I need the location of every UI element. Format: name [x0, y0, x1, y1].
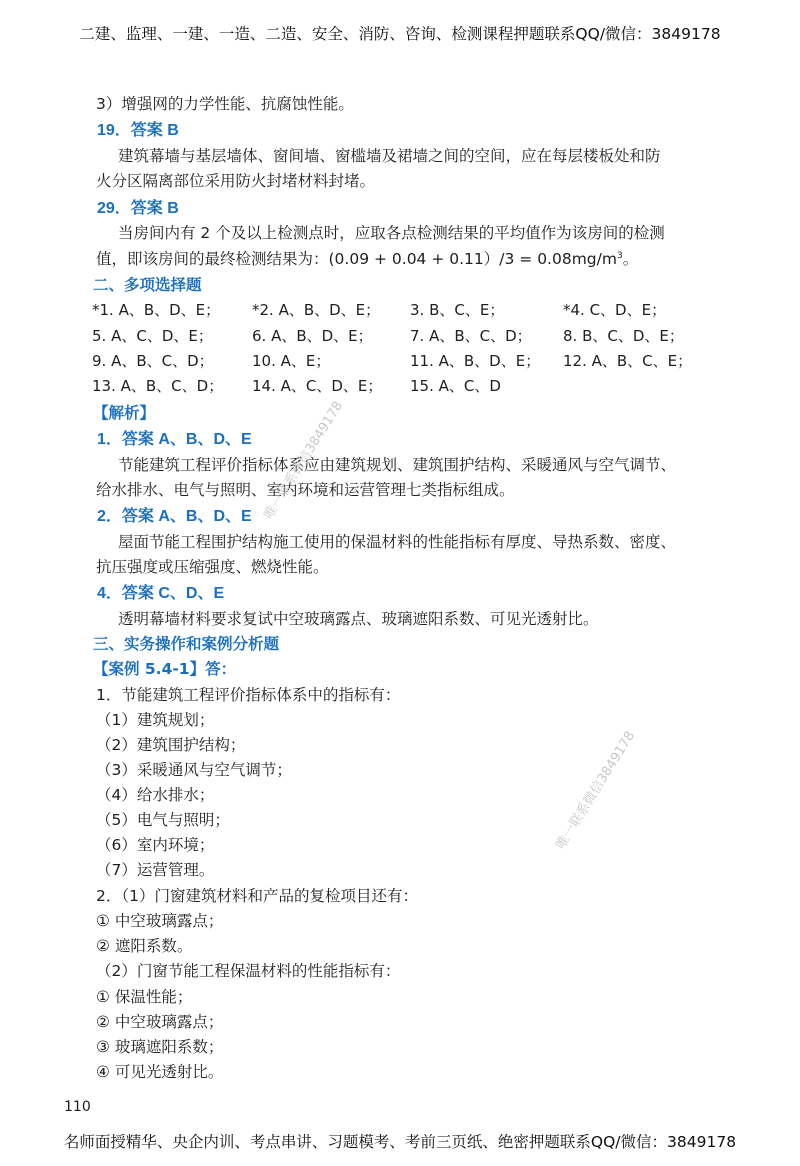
- watermark-text: 唯一联系微信3849178: [261, 398, 347, 523]
- analysis-answer-2-line-1: 屋面节能工程围护结构施工使用的保温材料的性能指标有厚度、导热系数、密度、: [118, 533, 677, 551]
- page-header: 二建、监理、一建、一造、二造、安全、消防、咨询、检测课程押题联系QQ/微信：3849178: [79, 25, 721, 43]
- multi-answer-item: 6. A、B、D、E；: [252, 327, 373, 345]
- multi-answer-item: 13. A、B、C、D；: [92, 377, 224, 395]
- multi-answer-item: 8. B、C、D、E；: [563, 327, 684, 345]
- answer-19-line-2: 火分区隔离部位采用防火封堵材料封堵。: [96, 172, 376, 190]
- line-3-mesh: 3）增强网的力学性能、抗腐蚀性能。: [96, 95, 354, 113]
- analysis-answer-1-line-1: 节能建筑工程评价指标体系应由建筑规划、建筑围护结构、采暖通风与空气调节、: [118, 456, 677, 474]
- case-list-item: ② 中空玻璃露点；: [96, 1013, 224, 1031]
- multi-answer-item: 15. A、C、D: [410, 377, 501, 395]
- watermark-text: 唯一联系微信3849178: [553, 728, 639, 853]
- multi-answer-item: *1. A、B、D、E；: [92, 301, 221, 319]
- multi-answer-item: 7. A、B、C、D；: [410, 327, 532, 345]
- page-footer: 名师面授精华、央企内训、考点串讲、习题模考、考前三页纸、绝密押题联系QQ/微信：3849178: [63, 1133, 737, 1151]
- section-case-title: 三、实务操作和案例分析题: [93, 635, 280, 653]
- multi-answer-item: *2. A、B、D、E；: [252, 301, 381, 319]
- case-list-item: ④ 可见光透射比。: [96, 1063, 224, 1081]
- multi-answer-item: 9. A、B、C、D；: [92, 352, 214, 370]
- case-list-item: ① 中空玻璃露点；: [96, 912, 224, 930]
- analysis-answer-1-title: 1．答案 A、B、D、E: [97, 431, 252, 448]
- multi-answer-item: 11. A、B、D、E；: [410, 352, 541, 370]
- case-question-2-1: 2．（1）门窗建筑材料和产品的复检项目还有：: [96, 887, 418, 905]
- case-list-item: ① 保温性能；: [96, 988, 193, 1006]
- case-list-item: （7）运营管理。: [96, 861, 215, 879]
- multi-answer-item: 12. A、B、C、E；: [563, 352, 693, 370]
- analysis-title: 【解析】: [93, 404, 156, 422]
- multi-answer-item: 10. A、E；: [252, 352, 331, 370]
- case-list-item: ③ 玻璃遮阳系数；: [96, 1038, 224, 1056]
- multi-answer-item: 5. A、C、D、E；: [92, 327, 213, 345]
- case-list-item: （6）室内环境；: [96, 836, 215, 854]
- case-list-item: （1）建筑规划；: [96, 711, 215, 729]
- analysis-answer-2-line-2: 抗压强度或压缩强度、燃烧性能。: [96, 558, 329, 576]
- case-list-item: （4）给水排水；: [96, 786, 215, 804]
- case-question-2-2: （2）门窗节能工程保温材料的性能指标有：: [96, 962, 401, 980]
- analysis-answer-4-title: 4．答案 C、D、E: [97, 585, 225, 602]
- answer-29-line-1: 当房间内有 2 个及以上检测点时，应取各点检测结果的平均值作为该房间的检测: [118, 224, 665, 242]
- case-list-item: （3）采暖通风与空气调节；: [96, 761, 292, 779]
- case-question-1: 1．节能建筑工程评价指标体系中的指标有：: [96, 686, 401, 704]
- multi-answer-item: *4. C、D、E；: [563, 301, 667, 319]
- analysis-answer-2-title: 2．答案 A、B、D、E: [97, 508, 252, 525]
- answer-29-line-2: 值，即该房间的最终检测结果为：$(0.09 + 0.04 + 0.11)/3 = 0.08mg/m^3$。: [96, 250, 639, 268]
- analysis-answer-4-line-1: 透明幕墙材料要求复试中空玻璃露点、玻璃遮阳系数、可见光透射比。: [118, 610, 599, 628]
- answer-19-line-1: 建筑幕墙与基层墙体、窗间墙、窗槛墙及裙墙之间的空间，应在每层楼板处和防: [118, 147, 661, 165]
- answer-29-title: 29．答案 B: [97, 200, 179, 217]
- case-list-item: （5）电气与照明；: [96, 811, 230, 829]
- section-multi-choice-title: 二、多项选择题: [93, 276, 202, 294]
- page-number: 110: [64, 1099, 91, 1115]
- case-list-item: ② 遮阳系数。: [96, 937, 193, 955]
- answer-19-title: 19．答案 B: [97, 122, 179, 139]
- multi-answer-item: 3. B、C、E；: [410, 301, 505, 319]
- case-list-item: （2）建筑围护结构；: [96, 736, 246, 754]
- analysis-answer-1-line-2: 给水排水、电气与照明、室内环境和运营管理七类指标组成。: [96, 481, 515, 499]
- case-label: 【案例 5.4-1】答：: [93, 660, 237, 678]
- multi-answer-item: 14. A、C、D、E；: [252, 377, 383, 395]
